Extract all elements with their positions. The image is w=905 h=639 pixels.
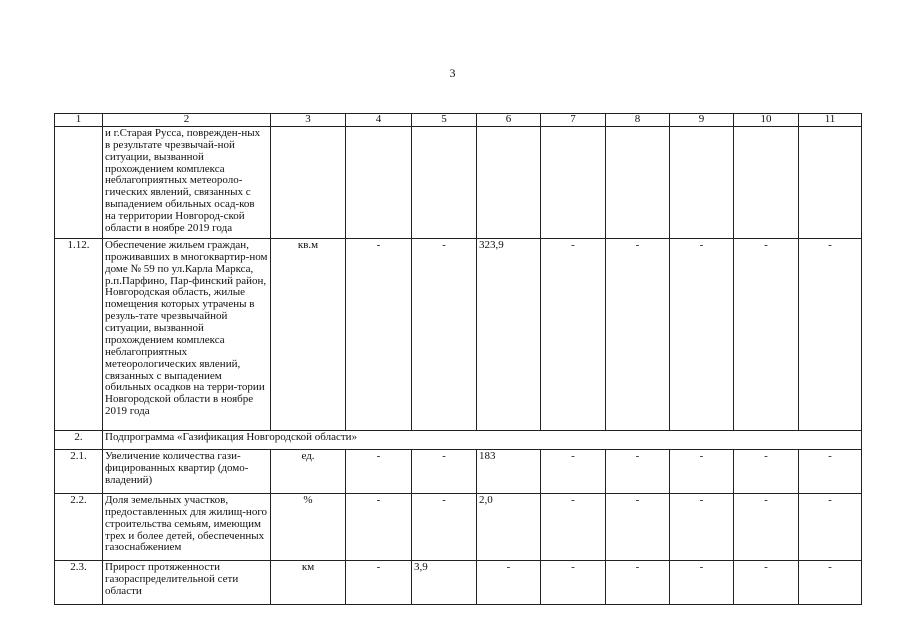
table-row bbox=[55, 560, 862, 604]
header-cell: 11 bbox=[799, 114, 862, 127]
value-cell: - bbox=[346, 449, 412, 493]
value-cell: - bbox=[799, 449, 862, 493]
header-cell: 4 bbox=[346, 114, 412, 127]
value-cell: - bbox=[734, 238, 799, 430]
value-cell: - bbox=[346, 238, 412, 430]
value-cell: - bbox=[670, 493, 734, 560]
value-cell: - bbox=[477, 560, 541, 604]
table-row-subprogram bbox=[55, 430, 862, 449]
page-number: 3 bbox=[449, 66, 456, 80]
value-cell: - bbox=[606, 238, 670, 430]
table-row bbox=[55, 238, 862, 430]
table-row bbox=[55, 493, 862, 560]
value-cell: - bbox=[541, 560, 606, 604]
value-cell: - bbox=[606, 449, 670, 493]
value-cell: 323,9 bbox=[477, 238, 541, 430]
row-number: 2.2. bbox=[55, 493, 103, 560]
value-cell: - bbox=[670, 238, 734, 430]
header-cell: 10 bbox=[734, 114, 799, 127]
header-cell: 7 bbox=[541, 114, 606, 127]
header-cell: 8 bbox=[606, 114, 670, 127]
value-cell: - bbox=[734, 449, 799, 493]
value-cell: - bbox=[799, 493, 862, 560]
value-cell: - bbox=[346, 493, 412, 560]
row-number: 2. bbox=[55, 430, 103, 449]
value-cell: - bbox=[799, 560, 862, 604]
indicator-text: Обеспечение жильем граждан, проживавших в многоквартир-ном доме № 59 по ул.Карла Маркса, р.п.Парфино, Пар-финский район, Новгородская область, жилые помещения которых утрачены в резуль-тате чрезвычайной ситуации, вызванной прохождением комплекса неблагоприятных метеорологических явлений, связанных с выпадением обильных осадков на терри-тории Новгородской области в ноябре 2019 года bbox=[103, 238, 271, 430]
unit-cell: км bbox=[271, 560, 346, 604]
subprogram-title: Подпрограмма «Газификация Новгородской области» bbox=[103, 430, 862, 449]
row-number: 1.12. bbox=[55, 238, 103, 430]
value-cell: - bbox=[670, 449, 734, 493]
header-cell: 9 bbox=[670, 114, 734, 127]
value-cell: - bbox=[606, 560, 670, 604]
value-cell: - bbox=[412, 449, 477, 493]
indicators-table bbox=[54, 113, 862, 605]
value-cell: - bbox=[606, 493, 670, 560]
value-cell: - bbox=[541, 493, 606, 560]
value-cell: 2,0 bbox=[477, 493, 541, 560]
value-cell: 3,9 bbox=[412, 560, 477, 604]
value-cell: - bbox=[799, 238, 862, 430]
indicator-text: и г.Старая Русса, поврежден-ных в результате чрезвычай-ной ситуации, вызванной прохождением комплекса неблагоприятных метеороло-гических явлений, связанных с выпадением обильных осад-ков на территории Новгород-ской области в ноябре 2019 года bbox=[103, 126, 271, 238]
header-cell: 3 bbox=[271, 114, 346, 127]
value-cell: - bbox=[541, 449, 606, 493]
value-cell: - bbox=[346, 560, 412, 604]
value-cell: - bbox=[412, 493, 477, 560]
value-cell: - bbox=[412, 238, 477, 430]
unit-cell: кв.м bbox=[271, 238, 346, 430]
value-cell: - bbox=[734, 493, 799, 560]
table-header-row bbox=[55, 114, 862, 127]
row-number: 2.3. bbox=[55, 560, 103, 604]
value-cell: - bbox=[541, 238, 606, 430]
indicator-text: Прирост протяженности газораспределительной сети области bbox=[103, 560, 271, 604]
unit-cell: % bbox=[271, 493, 346, 560]
indicator-text: Доля земельных участков, предоставленных для жилищ-ного строительства семьям, имеющим трех и более детей, обеспеченных газоснабжением bbox=[103, 493, 271, 560]
table-row-continuation bbox=[55, 126, 862, 238]
header-cell: 1 bbox=[55, 114, 103, 127]
value-cell: - bbox=[734, 560, 799, 604]
header-cell: 5 bbox=[412, 114, 477, 127]
indicator-text: Увеличение количества гази-фицированных квартир (домо-владений) bbox=[103, 449, 271, 493]
value-cell: 183 bbox=[477, 449, 541, 493]
row-number: 2.1. bbox=[55, 449, 103, 493]
table-row bbox=[55, 449, 862, 493]
value-cell: - bbox=[670, 560, 734, 604]
header-cell: 2 bbox=[103, 114, 271, 127]
unit-cell: ед. bbox=[271, 449, 346, 493]
header-cell: 6 bbox=[477, 114, 541, 127]
